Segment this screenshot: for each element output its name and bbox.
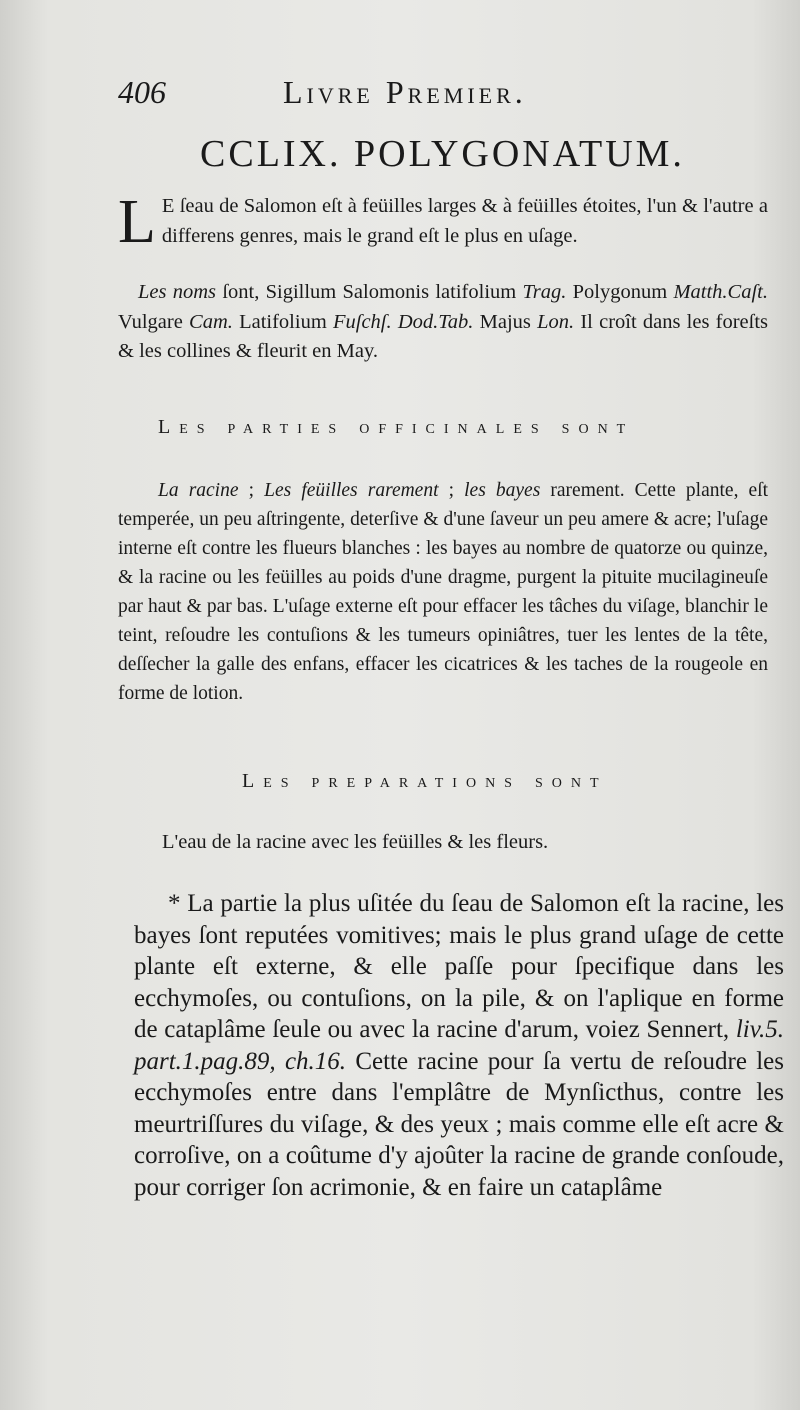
author-ref: Fuſchſ. Dod.Tab. bbox=[332, 310, 474, 333]
names-text: Polygonum bbox=[566, 281, 674, 303]
names-text: ſont, Sigillum Salomonis latifolium bbox=[216, 281, 523, 303]
preparations-text: L'eau de la racine avec les feüilles & les fleurs. bbox=[162, 831, 549, 853]
drop-cap: L bbox=[118, 188, 156, 256]
names-text: Vulgare bbox=[118, 310, 190, 333]
preparations-heading: Les preparations sont bbox=[242, 770, 608, 792]
running-head bbox=[118, 74, 778, 118]
officinal-text: rarement. Cette plante, eſt temperée, un peu aſtringente, deterſive & d'une ſaveur un peu amere & acre; l'uſage interne eſt contre les flueurs blanches : les bayes au nombre de quatorze ou quinze, & la racine ou les feüilles au poids d'une dragme, purgent la pituite mucilagineuſe par haut & par bas. L'uſage externe eſt pour effacer les tâches du viſage, blanchir le teint, reſoudre les contuſions & les tumeurs opiniâtres, tuer les lentes de la tête, deſſecher la galle des enfans, effacer les cicatrices & les taches de la rougeole en forme de lotion. bbox=[118, 480, 769, 704]
intro-text: E ſeau de Salomon eſt à feüilles larges & à feüilles étoites, l'un & l'autre a differens genres, mais le grand eſt le plus en uſage. bbox=[161, 195, 768, 247]
note-paragraph bbox=[134, 888, 784, 1203]
note-reference: liv.5. part.1.pag.89, ch.16. bbox=[134, 1016, 784, 1075]
intro-paragraph bbox=[118, 188, 768, 256]
book-part-title: Livre Premier. bbox=[283, 74, 527, 110]
note-text: Cette racine pour ſa vertu de reſoudre les ecchymoſes entre dans l'emplâtre de Mynſicthus, contre les meurtriſſures du viſage, & des yeux ; mais comme elle eſt acre & corroſive, on a coûtume d'y ajoûter la racine de grande conſoude, pour corriger ſon acrimonie, & en faire un cataplâme bbox=[134, 1047, 784, 1201]
officinal-heading: Les parties officinales sont bbox=[158, 416, 635, 438]
page-number: 406 bbox=[118, 74, 166, 110]
officinal-part: La racine bbox=[158, 480, 239, 501]
author-ref: Trag. bbox=[522, 281, 567, 303]
officinal-part: Les feüilles rarement bbox=[264, 480, 439, 501]
names-text: Il croît dans les foreſts & les collines & fleurit en May. bbox=[118, 310, 769, 362]
names-text: Latifolium bbox=[232, 310, 333, 333]
author-ref: Lon. bbox=[537, 310, 575, 333]
author-ref: Cam. bbox=[189, 310, 233, 333]
names-text: Majus bbox=[473, 310, 538, 333]
names-paragraph bbox=[118, 278, 768, 367]
author-ref: Matth.Caſt. bbox=[673, 281, 768, 303]
note-text: * La partie la plus uſitée du ſeau de Salomon eſt la racine, les bayes ſont reputées vomitives; mais le plus grand uſage de cette plante eſt externe, & elle paſſe pour ſpecifique dans les ecchymoſes, ou contuſions, on la pile, & on l'aplique en forme de cataplâme ſeule ou avec la racine d'arum, voiez Sennert, bbox=[134, 890, 784, 1043]
officinal-part: les bayes bbox=[464, 480, 541, 501]
officinal-paragraph bbox=[118, 476, 768, 708]
officinal-text: ; bbox=[438, 480, 465, 501]
chapter-title: CCLIX. POLYGONATUM. bbox=[200, 133, 685, 175]
officinal-text: ; bbox=[238, 480, 265, 501]
names-label: Les noms bbox=[138, 281, 217, 303]
preparations-paragraph bbox=[162, 828, 800, 858]
